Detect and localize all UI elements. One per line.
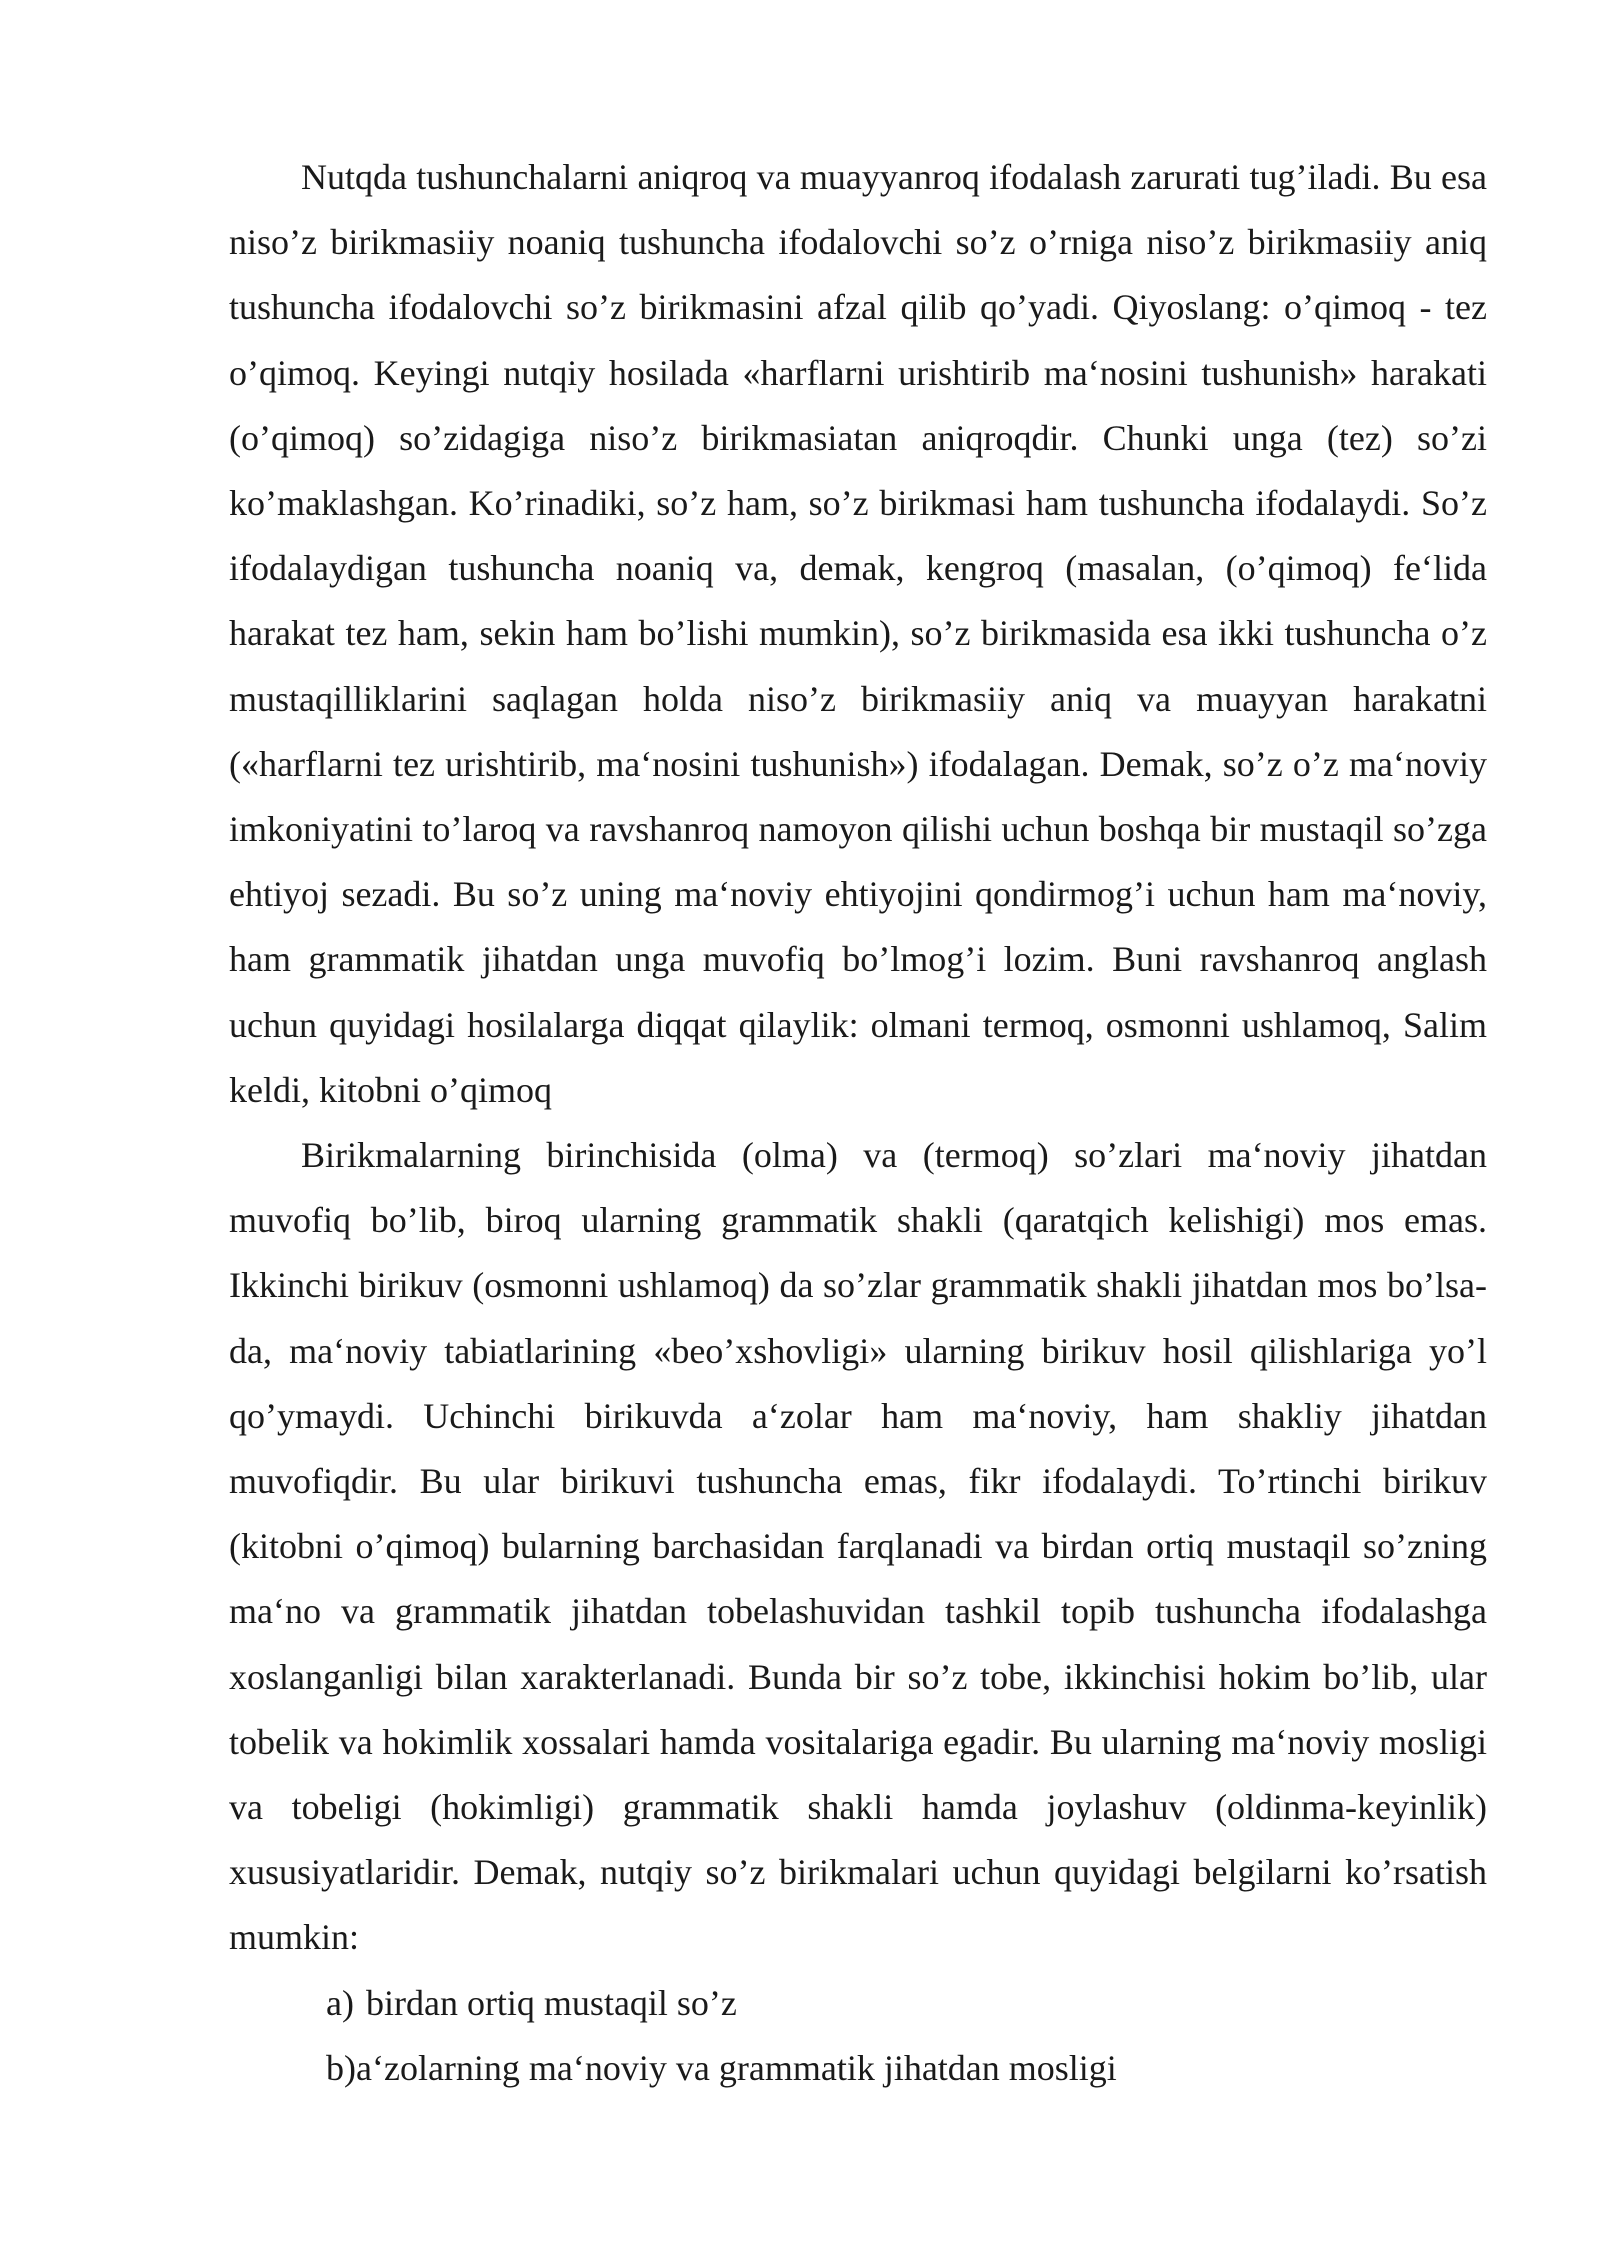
list-marker-b: b) <box>326 2047 356 2088</box>
paragraph-2: Birikmalarning birinchisida (olma) va (termoq) so’zlari ma‘noviy jihatdan muvofiq bo’lib, biroq ularning grammatik shakli (qaratqich kelishigi) mos emas. Ikkinchi birikuv (osmonni ushlamoq) da so’zlar grammatik shakli jihatdan mos bo’lsa-da, ma‘noviy tabiatlarining «beo’xshovligi» ularning birikuv hosil qilishlariga yo’l qo’ymaydi. Uchinchi birikuvda a‘zolar ham ma‘noviy, ham shakliy jihatdan muvofiqdir. Bu ular birikuvi tushuncha emas, fikr ifodalaydi. To’rtinchi birikuv (kitobni o’qimoq) bularning barchasidan farqlanadi va birdan ortiq mustaqil so’zning ma‘no va grammatik jihatdan tobelashuvidan tashkil topib tushuncha ifodalashga xoslanganligi bilan xarakterlanadi. Bunda bir so’z tobe, ikkinchisi hokim bo’lib, ular tobelik va hokimlik xossalari hamda vositalariga egadir. Bu ularning ma‘noviy mosligi va tobeligi (hokimligi) grammatik shakli hamda joylashuv (oldinma-keyinlik) xususiyatlaridir. Demak, nutqiy so’z birikmalari uchun quyidagi belgilarni ko’rsatish mumkin: <box>229 1135 1487 1958</box>
document-body <box>229 145 1487 2101</box>
list-item-a-text: birdan ortiq mustaqil so’z <box>365 1982 737 2023</box>
list-item-b-text: a‘zolarning ma‘noviy va grammatik jihatdan mosligi <box>356 2047 1117 2088</box>
list-marker-a: a) <box>326 1982 354 2023</box>
list-item-a <box>229 1971 1487 2036</box>
paragraph-1: Nutqda tushunchalarni aniqroq va muayyanroq ifodalash zarurati tug’iladi. Bu esa niso’z birikmasiiy noaniq tushuncha ifodalovchi so’z o’rniga niso’z birikmasiiy aniq tushuncha ifodalovchi so’z birikmasini afzal qilib qo’yadi. Qiyoslang: o’qimoq - tez o’qimoq. Keyingi nutqiy hosilada «harflarni urishtirib ma‘nosini tushunish» harakati (o’qimoq) so’zidagiga niso’z birikmasiatan aniqroqdir. Chunki unga (tez) so’zi ko’maklashgan. Ko’rinadiki, so’z ham, so’z birikmasi ham tushuncha ifodalaydi. So’z ifodalaydigan tushuncha noaniq va, demak, kengroq (masalan, (o’qimoq) fe‘lida harakat tez ham, sekin ham bo’lishi mumkin), so’z birikmasida esa ikki tushuncha o’z mustaqilliklarini saqlagan holda niso’z birikmasiiy aniq va muayyan harakatni («harflarni tez urishtirib, ma‘nosini tushunish») ifodalagan. Demak, so’z o’z ma‘noviy imkoniyatini to’laroq va ravshanroq namoyon qilishi uchun boshqa bir mustaqil so’zga ehtiyoj sezadi. Bu so’z uning ma‘noviy ehtiyojini qondirmog’i uchun ham ma‘noviy, ham grammatik jihatdan unga muvofiq bo’lmog’i lozim. Buni ravshanroq anglash uchun quyidagi hosilalarga diqqat qilaylik: olmani termoq, osmonni ushlamoq, Salim keldi, kitobni o’qimoq <box>229 157 1487 1110</box>
list-item-b <box>229 2036 1487 2101</box>
